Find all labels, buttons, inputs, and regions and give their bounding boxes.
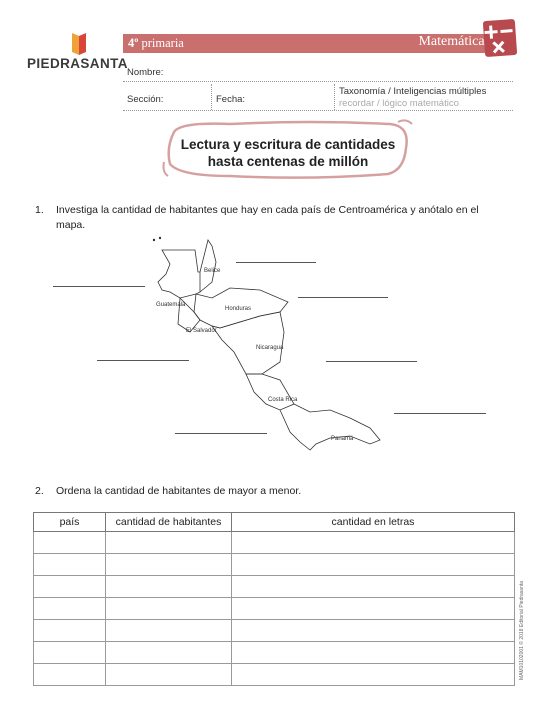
table-cell[interactable]: [34, 576, 106, 598]
table-row: [34, 576, 515, 598]
table-cell[interactable]: [106, 576, 232, 598]
answer-line-nicaragua[interactable]: [326, 361, 417, 362]
nombre-line[interactable]: [123, 81, 513, 82]
fecha-label: Fecha:: [216, 94, 246, 105]
title-line-1: Lectura y escritura de cantidades: [180, 137, 396, 152]
table-cell[interactable]: [34, 532, 106, 554]
piedrasanta-logo-icon: [66, 31, 92, 57]
table-cell[interactable]: [34, 642, 106, 664]
table-cell[interactable]: [34, 664, 106, 686]
table-cell[interactable]: [106, 664, 232, 686]
table-header-row: [34, 513, 515, 532]
side-copyright-code: MAM10102001 © 2018 Editorial Piedrasanta: [519, 580, 525, 680]
header-pais: país: [34, 513, 106, 532]
map-label-guatemala: Guatemala: [156, 302, 186, 308]
table-cell[interactable]: [232, 554, 515, 576]
table-row: [34, 664, 515, 686]
map-label-costa-rica: Costa Rica: [268, 397, 298, 403]
table-cell[interactable]: [106, 642, 232, 664]
table-cell[interactable]: [232, 598, 515, 620]
field-divider: [334, 84, 335, 110]
taxonomia-label: Taxonomía / Inteligencias múltiples: [339, 86, 487, 97]
seccion-line[interactable]: [123, 110, 513, 111]
table-cell[interactable]: [232, 620, 515, 642]
worksheet-title: [160, 136, 416, 170]
map-label-panama: Panamá: [331, 436, 354, 442]
question-1-number: 1.: [35, 204, 44, 216]
table-row: [34, 554, 515, 576]
map-label-honduras: Honduras: [225, 306, 252, 312]
answer-line-guatemala[interactable]: [53, 286, 145, 287]
table-row: [34, 642, 515, 664]
table-cell[interactable]: [106, 532, 232, 554]
answer-line-panama[interactable]: [394, 413, 486, 414]
table-cell[interactable]: [34, 620, 106, 642]
table-cell[interactable]: [106, 598, 232, 620]
question-2-number: 2.: [35, 485, 44, 497]
table-row: [34, 620, 515, 642]
question-2-text: Ordena la cantidad de habitantes de mayor a menor.: [56, 485, 302, 497]
answer-line-honduras[interactable]: [298, 297, 388, 298]
nombre-label: Nombre:: [127, 67, 164, 78]
map-label-el-salvador: El Salvador: [186, 328, 217, 334]
population-table: [33, 512, 515, 686]
table-cell[interactable]: [232, 576, 515, 598]
grade-suffix: primaria: [141, 36, 184, 50]
table-cell[interactable]: [232, 642, 515, 664]
brand-logo-text: PIEDRASANTA: [27, 56, 128, 71]
central-america-map: [150, 232, 440, 452]
table-cell[interactable]: [106, 554, 232, 576]
question-1-text: Investiga la cantidad de habitantes que hay en cada país de Centroamérica y anótalo en el mapa.: [56, 204, 479, 231]
table-cell[interactable]: [34, 554, 106, 576]
map-label-belice: Belice: [204, 268, 221, 274]
plus-minus-times-icon: [483, 19, 517, 57]
header-cantidad-letras: cantidad en letras: [232, 513, 515, 532]
answer-line-el-salvador[interactable]: [97, 360, 189, 361]
table-cell[interactable]: [106, 620, 232, 642]
table-cell[interactable]: [34, 598, 106, 620]
seccion-label: Sección:: [127, 94, 164, 105]
answer-line-costa-rica[interactable]: [175, 433, 267, 434]
title-line-2: hasta centenas de millón: [207, 154, 369, 169]
header-cantidad-habitantes: cantidad de habitantes: [106, 513, 232, 532]
answer-line-belice[interactable]: [236, 262, 316, 263]
table-cell[interactable]: [232, 532, 515, 554]
table-row: [34, 598, 515, 620]
table-row: [34, 532, 515, 554]
grade-number: 4º: [128, 36, 139, 50]
taxonomia-value: recordar / lógico matemático: [339, 98, 459, 109]
subject-label: Matemáticas: [418, 34, 490, 49]
grade-label: [128, 36, 184, 51]
field-divider: [211, 84, 212, 110]
map-label-nicaragua: Nicaragua: [256, 345, 284, 351]
table-cell[interactable]: [232, 664, 515, 686]
